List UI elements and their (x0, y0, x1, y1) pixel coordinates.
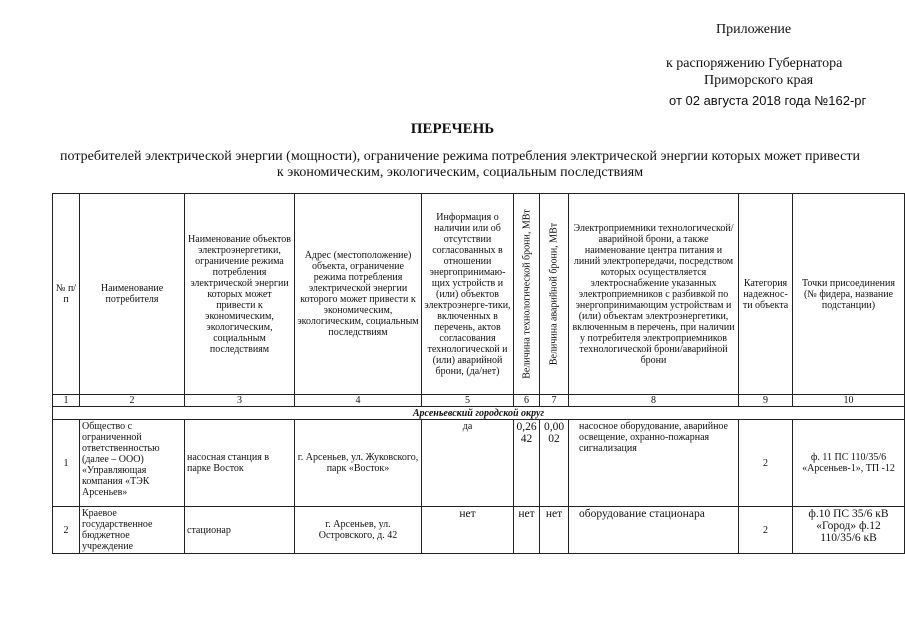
tech-reserve-value: нет (514, 507, 540, 554)
column-number: 3 (185, 395, 295, 407)
agreement-info: нет (422, 507, 514, 554)
column-number: 1 (53, 395, 80, 407)
object-address: г. Арсеньев, ул. Островского, д. 42 (295, 507, 422, 554)
order-date-number: от 02 августа 2018 года №162-рг (669, 93, 867, 108)
object-address: г. Арсеньев, ул. Жуковского, парк «Восток» (295, 420, 422, 507)
column-number: 8 (569, 395, 739, 407)
emerg-reserve-value: нет (540, 507, 569, 554)
col-header-receivers: Электроприемники технологической/аварийной брони, а также наименование центра питания и линий электропередачи, посредством которых осуществляется электроснабжение указанных электроприемников с разбивкой по энергопринимающим устройствам и (или) объектам электроэнергетики, включенным в перечень, при наличии у потребителя электроприемников технологической брони/аварийной брони (569, 194, 739, 395)
column-number: 4 (295, 395, 422, 407)
tech-reserve-value: 0,2642 (514, 420, 540, 507)
row-num: 1 (53, 420, 80, 507)
table-row (53, 507, 905, 554)
column-number: 10 (793, 395, 905, 407)
reliability-category: 2 (739, 507, 793, 554)
column-number: 9 (739, 395, 793, 407)
col-header-points: Точки присоединения (№ фидера, название подстанции) (793, 194, 905, 395)
col-header-info: Информация о наличии или об отсутствии согласованных в отношении энергопринимаю-щих устройств и (или) объектов электроэнерге-тики, включенных в перечень, актов согласования технологической и (или) аварийной брони, (да/нет) (422, 194, 514, 395)
order-line-1: к распоряжению Губернатора (666, 56, 843, 71)
receivers-text: оборудование стационара (569, 507, 739, 554)
column-number: 7 (540, 395, 569, 407)
column-number: 5 (422, 395, 514, 407)
agreement-info: да (422, 420, 514, 507)
row-num: 2 (53, 507, 80, 554)
column-number: 2 (80, 395, 185, 407)
table-header-row (53, 194, 905, 395)
object-name: стационар (185, 507, 295, 554)
col-header-num: № п/п (53, 194, 80, 395)
col-header-emerg-reserve: Величина аварийной брони, МВт (540, 194, 569, 395)
col-header-objects: Наименование объектов электроэнергетики, ограничение режима потребления электрической энергии которых может привести к экономическим, экологическим, социальным последствиям (185, 194, 295, 395)
reliability-category: 2 (739, 420, 793, 507)
col-header-name: Наименование потребителя (80, 194, 185, 395)
consumer-name: Краевое государственное бюджетное учреждение (80, 507, 185, 554)
region-row (53, 407, 905, 420)
connection-points: ф. 11 ПС 110/35/6 «Арсеньев-1», ТП -12 (793, 420, 905, 507)
region-name: Арсеньевский городской округ (53, 407, 905, 420)
connection-points: ф.10 ПС 35/6 кВ «Город» ф.12 110/35/6 кВ (793, 507, 905, 554)
document-subtitle: потребителей электрической энергии (мощности), ограничение режима потребления электрической энергии которых может привести к экономическим, экологическим, социальным последствиям (60, 149, 860, 180)
table-row (53, 420, 905, 507)
appendix-label: Приложение (716, 22, 792, 37)
consumer-name: Общество с ограниченной ответственностью (далее – ООО) «Управляющая компания «ТЭК Арсеньев» (80, 420, 185, 507)
col-header-tech-reserve: Величина технологической брони, МВт (514, 194, 540, 395)
object-name: насосная станция в парке Восток (185, 420, 295, 507)
col-header-category: Категория надежнос-ти объекта (739, 194, 793, 395)
col-header-address: Адрес (местоположение) объекта, ограничение режима потребления электрической энергии которого может привести к экономическим, экологическим, социальным последствиям (295, 194, 422, 395)
column-number: 6 (514, 395, 540, 407)
consumers-table (52, 193, 905, 554)
order-line-2: Приморского края (704, 73, 814, 88)
receivers-text: насосное оборудование, аварийное освещение, охранно-пожарная сигнализация (569, 420, 739, 507)
emerg-reserve-value: 0,0002 (540, 420, 569, 507)
document-title: ПЕРЕЧЕНЬ (410, 121, 495, 137)
column-numbers-row (53, 395, 905, 407)
